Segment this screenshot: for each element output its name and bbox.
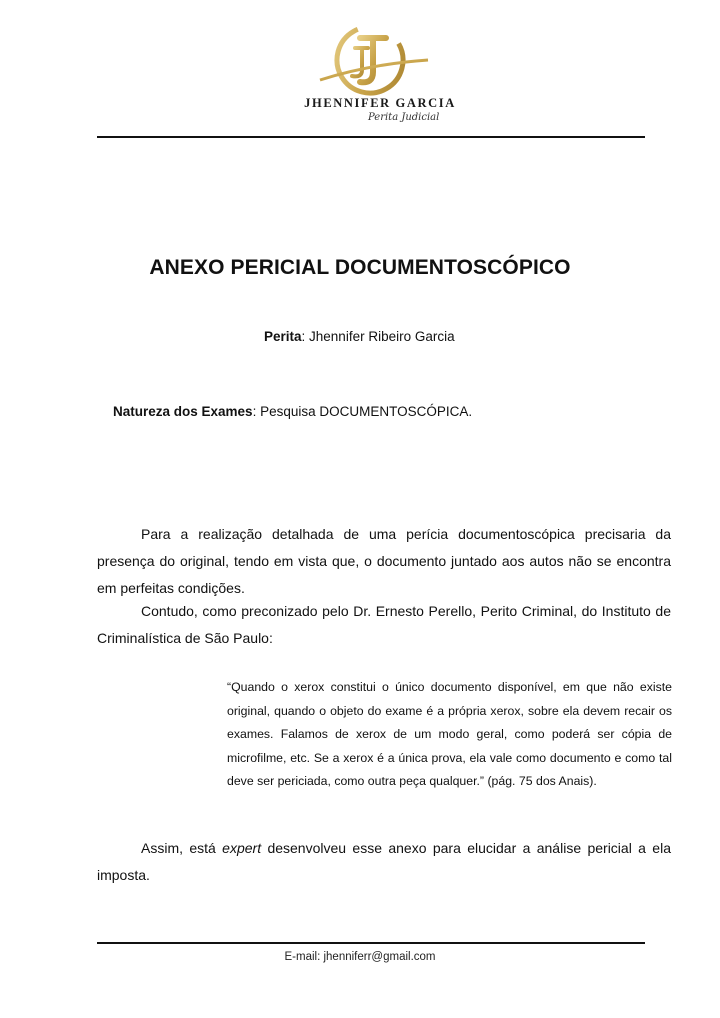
paragraph-2 bbox=[97, 598, 671, 652]
natureza-value: : Pesquisa DOCUMENTOSCÓPICA. bbox=[252, 404, 473, 419]
footer-divider bbox=[97, 942, 645, 944]
header-logo bbox=[300, 20, 460, 132]
header-divider bbox=[97, 136, 645, 138]
perita-value: : Jhennifer Ribeiro Garcia bbox=[301, 329, 455, 344]
logo-subtitle: Perita Judicial bbox=[368, 112, 440, 123]
paragraph-3-end: desenvolveu esse anexo para elucidar a análise pericial a ela imposta. bbox=[97, 840, 671, 883]
paragraph-3-emphasis: expert bbox=[222, 840, 262, 856]
natureza-label: Natureza dos Exames bbox=[113, 404, 253, 419]
paragraph-2-text: Contudo, como preconizado pelo Dr. Ernesto Perello, Perito Criminal, do Instituto de Criminalística de São Paulo: bbox=[97, 603, 671, 646]
block-quote: “Quando o xerox constitui o único documento disponível, em que não existe original, quando o objeto do exame é a própria xerox, sobre ela devem recair os exames. Falamos de xerox de um modo geral, como poderá ser cópia de microfilme, etc. Se a xerox é a única prova, ela vale como documento e como tal deve ser periciada, como outra peça qualquer.” (pág. 75 dos Anais). bbox=[227, 680, 672, 788]
monogram-emblem-icon bbox=[300, 20, 460, 100]
footer-email: E-mail: jhenniferr@gmail.com bbox=[284, 951, 436, 963]
perita-label: Perita bbox=[264, 329, 302, 344]
paragraph-1-text: Para a realização detalhada de uma perícia documentoscópica precisaria da presença do original, tendo em vista que, o documento juntado aos autos não se encontra em perfeitas condições. bbox=[97, 526, 671, 596]
perita-line bbox=[264, 329, 455, 344]
paragraph-3-start: Assim, está bbox=[141, 840, 223, 856]
paragraph-3 bbox=[97, 835, 671, 889]
natureza-line bbox=[113, 404, 472, 419]
document-title: ANEXO PERICIAL DOCUMENTOSCÓPICO bbox=[149, 256, 571, 279]
logo-name: JHENNIFER GARCIA bbox=[304, 96, 456, 110]
paragraph-1 bbox=[97, 521, 671, 602]
